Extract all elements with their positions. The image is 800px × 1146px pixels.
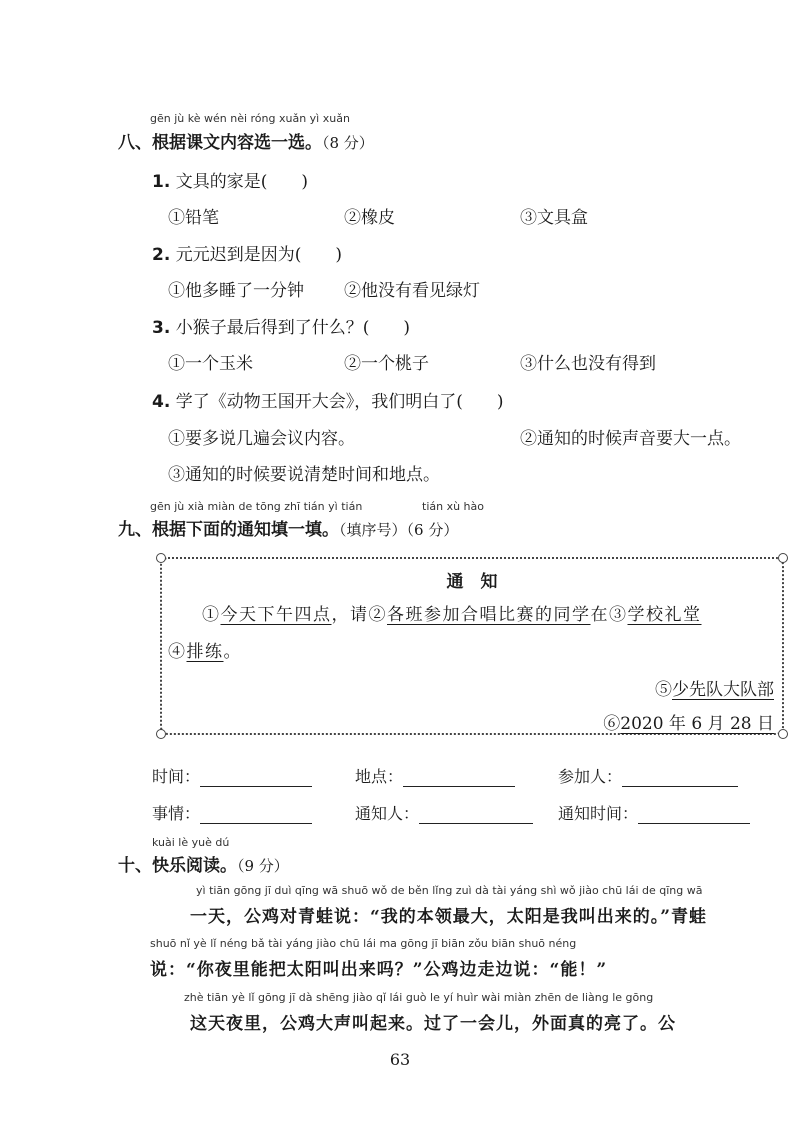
q3-option-1: ①一个玉米 [168, 354, 253, 374]
field-event: 事情： [152, 801, 312, 824]
corner-ornament [778, 729, 788, 739]
field-notice-date: 通知时间： [558, 801, 750, 824]
section10-pinyin: kuài lè yuè dú [152, 836, 230, 849]
q4-option-2: ②通知的时候声音要大一点。 [520, 429, 741, 449]
corner-ornament [778, 553, 788, 563]
q2-option-1: ①他多睡了一分钟 [168, 281, 304, 301]
q3-option-2: ②一个桃子 [344, 354, 429, 374]
field-sender: 通知人： [355, 801, 533, 824]
field-place: 地点： [355, 764, 515, 787]
question-2: 2. 元元迟到是因为( ) [152, 245, 342, 265]
q2-option-2: ②他没有看见绿灯 [344, 281, 480, 301]
reading-line-2: 说：“你夜里能把太阳叫出来吗？”公鸡边走边说：“能！” [150, 960, 608, 980]
section9-pinyin: gēn jù xià miàn de tōng zhī tián yì tián [150, 500, 363, 513]
question-4: 4. 学了《动物王国开大会》，我们明白了( ) [152, 392, 504, 412]
reading-line-1: 一天，公鸡对青蛙说：“我的本领最大，太阳是我叫出来的。”青蛙 [190, 907, 708, 927]
notice-box [160, 557, 784, 735]
corner-ornament [156, 729, 166, 739]
page-number: 63 [389, 1050, 411, 1069]
reading-pinyin-3: zhè tiān yè lǐ gōng jī dà shēng jiào qǐ lái guò le yí huìr wài miàn zhēn de liàng le gōng [184, 991, 654, 1004]
reading-pinyin-2: shuō nǐ yè lǐ néng bǎ tài yáng jiào chū lái ma gōng jī biān zǒu biān shuō néng [150, 937, 577, 950]
notice-participants: 各班参加合唱比赛的同学 [387, 605, 591, 625]
q1-option-1: ①铅笔 [168, 208, 219, 228]
participants-blank[interactable] [622, 768, 738, 787]
event-blank[interactable] [200, 805, 312, 824]
section8-title: 八、根据课文内容选一选。（8 分） [118, 133, 374, 153]
field-participants: 参加人： [558, 764, 738, 787]
section9-pinyin-hint: tián xù hào [422, 500, 484, 513]
q1-option-2: ②橡皮 [344, 208, 395, 228]
notice-line-2: ④排练。 [168, 642, 242, 662]
section8-pinyin: gēn jù kè wén nèi róng xuǎn yì xuǎn [150, 112, 350, 125]
time-blank[interactable] [200, 768, 312, 787]
notice-event: 排练 [186, 642, 224, 662]
reading-pinyin-1: yì tiān gōng jī duì qīng wā shuō wǒ de běn lǐng zuì dà tài yáng shì wǒ jiào chū lái de qīng wā [196, 884, 703, 897]
reading-line-3: 这天夜里，公鸡大声叫起来。过了一会儿，外面真的亮了。公 [190, 1014, 676, 1034]
notice-date-blank[interactable] [638, 805, 750, 824]
notice-place: 学校礼堂 [627, 605, 702, 625]
field-time: 时间： [152, 764, 312, 787]
sender-blank[interactable] [419, 805, 533, 824]
place-blank[interactable] [403, 768, 515, 787]
q1-option-3: ③文具盒 [520, 208, 588, 228]
notice-sender: ⑤少先队大队部 [655, 680, 774, 700]
notice-heading: 通 知 [446, 572, 498, 592]
section9-title: 九、根据下面的通知填一填。（填序号）（6 分） [118, 520, 459, 540]
q4-option-1: ①要多说几遍会议内容。 [168, 429, 355, 449]
q3-option-3: ③什么也没有得到 [520, 354, 656, 374]
notice-line-1: ①今天下午四点，请②各班参加合唱比赛的同学在③学校礼堂 [202, 605, 702, 625]
q4-option-3: ③通知的时候要说清楚时间和地点。 [168, 465, 440, 485]
notice-time: 今天下午四点 [220, 605, 332, 625]
corner-ornament [156, 553, 166, 563]
notice-date: ⑥2020 年 6 月 28 日 [603, 714, 774, 734]
question-3: 3. 小猴子最后得到了什么？( ) [152, 318, 410, 338]
question-1: 1. 文具的家是( ) [152, 172, 308, 192]
section10-title: 十、快乐阅读。（9 分） [118, 856, 289, 876]
